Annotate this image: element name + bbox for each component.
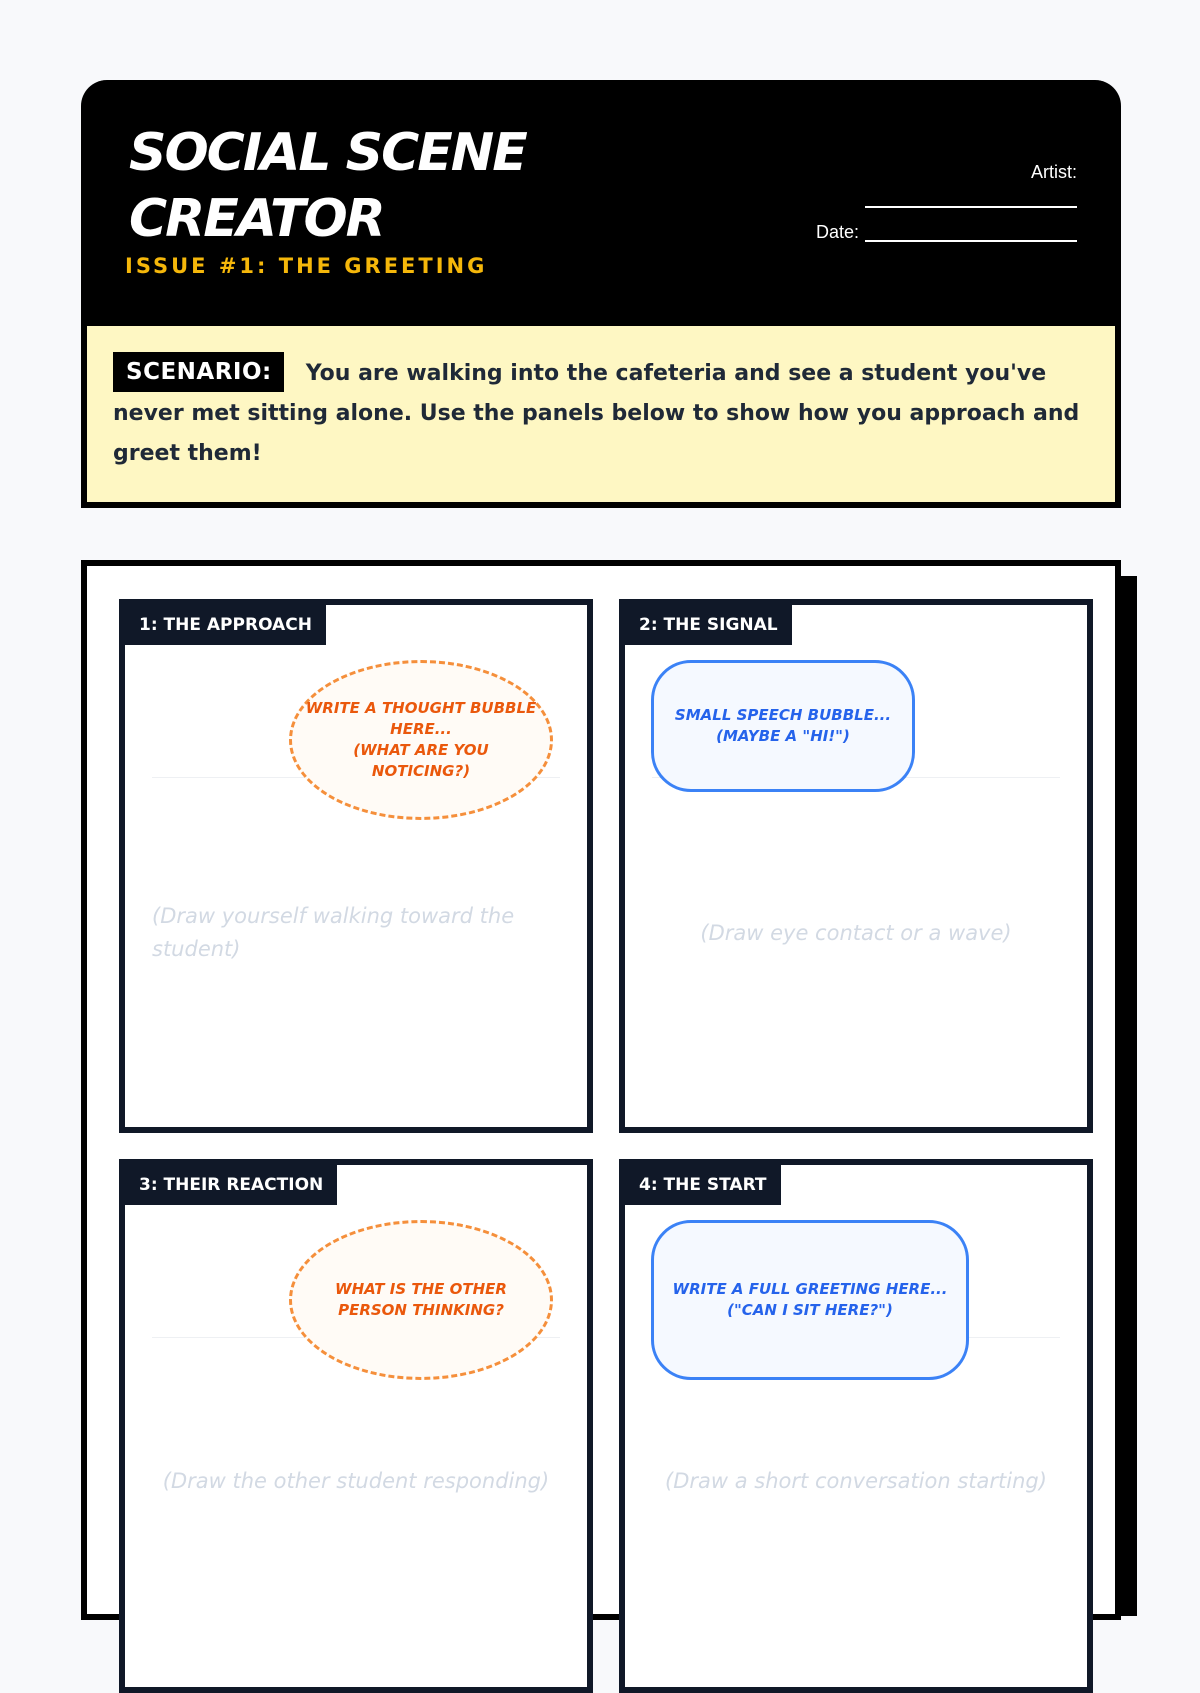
drawing-placeholder: (Draw eye contact or a wave) [700,921,1012,945]
artist-field[interactable] [865,206,1077,208]
artist-label: Artist: [1030,162,1077,182]
thought-bubble[interactable]: WRITE A THOUGHT BUBBLE HERE... (WHAT ARE YOU NOTICING?) [289,660,553,820]
scenario-box [87,326,1115,502]
speech-bubble[interactable]: WRITE A FULL GREETING HERE... ("CAN I SIT HERE?") [651,1220,969,1380]
comic-panel-3[interactable] [119,1159,593,1693]
scenario-text: You are walking into the cafeteria and see a student you've never met sitting alone. Use the panels below to show how you approach and greet them! [113,361,1080,466]
drawing-placeholder: (Draw yourself walking toward the student) [152,904,515,961]
comic-panel-4[interactable] [619,1159,1093,1693]
comic-panel-2[interactable] [619,599,1093,1133]
date-field[interactable] [865,240,1077,242]
title-block [87,80,1115,326]
speech-bubble[interactable]: SMALL SPEECH BUBBLE... (MAYBE A "HI!") [651,660,915,792]
panel-label: 1: THE APPROACH [125,605,326,645]
panel-label: 3: THEIR REACTION [125,1165,337,1205]
thought-bubble[interactable]: WHAT IS THE OTHER PERSON THINKING? [289,1220,553,1380]
drawing-placeholder: (Draw the other student responding) [162,1469,550,1493]
panel-label: 4: THE START [625,1165,781,1205]
date-label: Date: [815,222,859,242]
issue-subtitle: ISSUE #1: THE GREETING [125,254,488,278]
comic-sheet [81,560,1121,1620]
drawing-placeholder: (Draw a short conversation starting) [665,1469,1047,1493]
comic-panel-1[interactable] [119,599,593,1133]
scenario-tag: SCENARIO: [113,352,284,392]
panel-label: 2: THE SIGNAL [625,605,792,645]
page-title: SOCIAL SCENE CREATOR [129,123,526,249]
worksheet-header [81,80,1121,508]
